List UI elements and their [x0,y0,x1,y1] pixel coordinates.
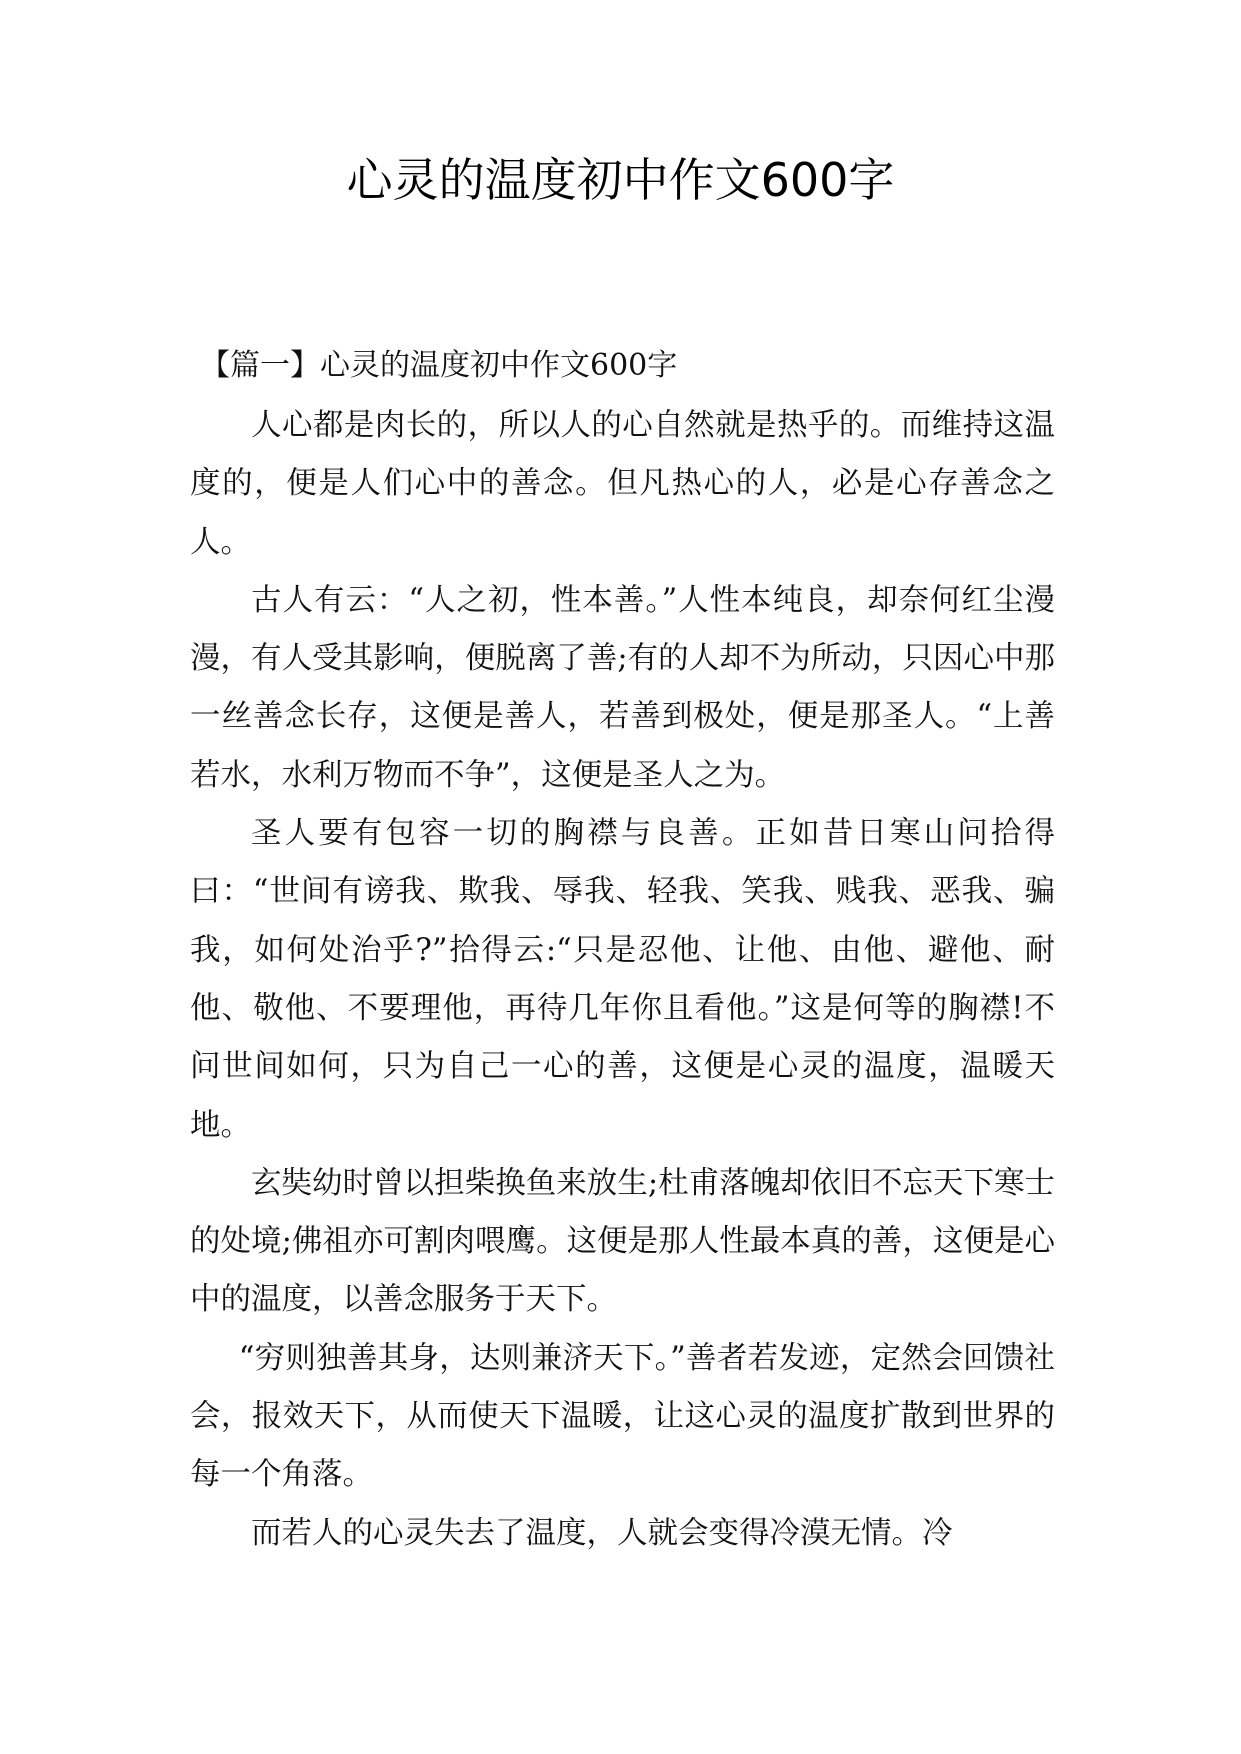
paragraph: 玄奘幼时曾以担柴换鱼来放生;杜甫落魄却依旧不忘天下寒士的处境;佛祖亦可割肉喂鹰。这便是那人性最本真的善，这便是心中的温度，以善念服务于天下。 [190,1165,1055,1318]
document-body [190,397,1055,1563]
document-title: 心灵的温度初中作文600字 [346,153,895,207]
section-heading: 【篇一】心灵的温度初中作文600字 [200,348,678,383]
paragraph: 圣人要有包容一切的胸襟与良善。正如昔日寒山问拾得曰：“世间有谤我、欺我、辱我、轻我、笑我、贱我、恶我、骗我，如何处治乎?”拾得云:“只是忍他、让他、由他、避他、耐他、敬他、不要理他，再待几年你且看他。”这是何等的胸襟!不问世间如何，只为自己一心的善，这便是心灵的温度，温暖天地。 [190,816,1055,1143]
paragraph: 而若人的心灵失去了温度，人就会变得冷漠无情。冷 [251,1515,953,1551]
paragraph: 古人有云：“人之初，性本善。”人性本纯良，却奈何红尘漫漫，有人受其影响，便脱离了善;有的人却不为所动，只因心中那一丝善念长存，这便是善人，若善到极处，便是那圣人。“上善若水，水利万物而不争”，这便是圣人之为。 [190,582,1055,793]
paragraph: “穷则独善其身，达则兼济天下。”善者若发迹，定然会回馈社会，报效天下，从而使天下温暖，让这心灵的温度扩散到世界的每一个角落。 [190,1340,1055,1493]
paragraph: 人心都是肉长的，所以人的心自然就是热乎的。而维持这温度的，便是人们心中的善念。但凡热心的人，必是心存善念之人。 [190,408,1055,560]
